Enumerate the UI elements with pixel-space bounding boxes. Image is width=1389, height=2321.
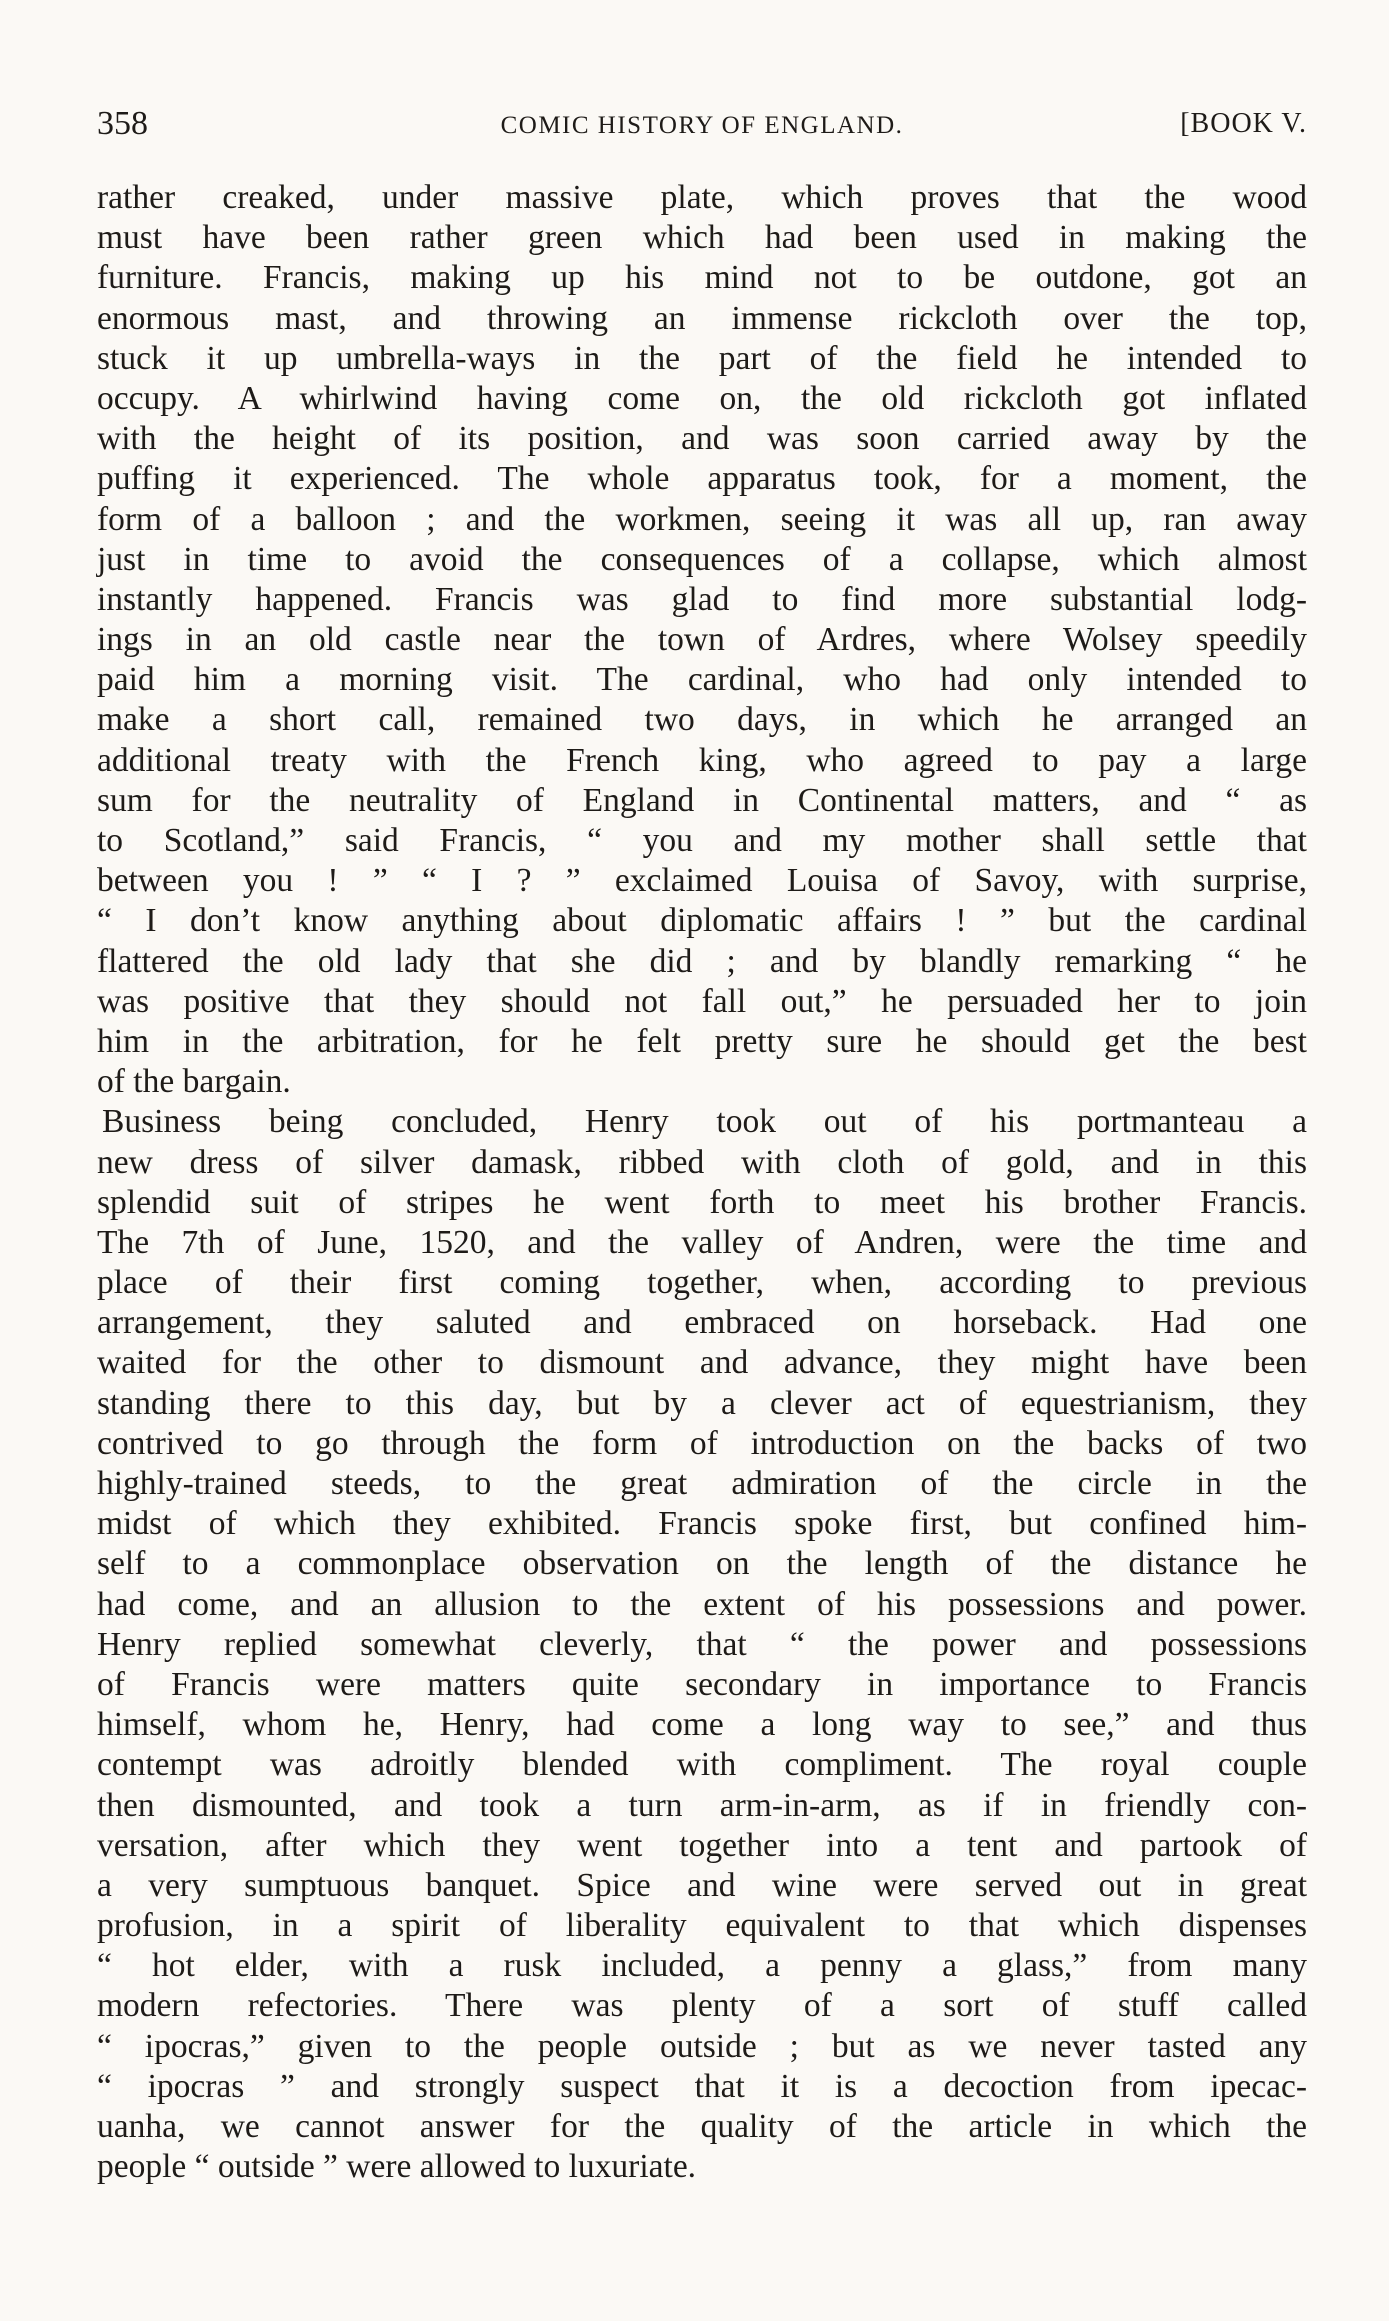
text-line: Business being concluded, Henry took out of his portmanteau a — [102, 1103, 1307, 1141]
paragraph — [97, 178, 1307, 1102]
text-line: make a short call, remained two days, in which he arranged an — [97, 701, 1307, 739]
page-number: 358 — [97, 105, 148, 142]
text-line: stuck it up umbrella-ways in the part of the field he intended to — [97, 339, 1307, 377]
text-line: modern refectories. There was plenty of a sort of stuff called — [97, 1987, 1307, 2025]
text-line: flattered the old lady that she did ; and by blandly remarking “ he — [97, 942, 1307, 980]
text-line: self to a commonplace observation on the length of the distance he — [97, 1545, 1307, 1583]
text-line: contrived to go through the form of introduction on the backs of two — [97, 1424, 1307, 1462]
text-line: midst of which they exhibited. Francis spoke first, but confined him- — [97, 1505, 1307, 1543]
running-head — [97, 102, 1307, 146]
text-line: enormous mast, and throwing an immense rickcloth over the top, — [97, 299, 1307, 337]
text-line: rather creaked, under massive plate, which proves that the wood — [97, 179, 1307, 216]
text-line: “ hot elder, with a rusk included, a penny a glass,” from many — [97, 1947, 1307, 1985]
text-line: a very sumptuous banquet. Spice and wine were served out in great — [97, 1866, 1307, 1904]
text-line: occupy. A whirlwind having come on, the old rickcloth got inflated — [97, 379, 1307, 417]
text-line: between you ! ” “ I ? ” exclaimed Louisa of Savoy, with surprise, — [97, 862, 1307, 900]
running-title: COMIC HISTORY OF ENGLAND. — [500, 112, 904, 139]
paragraph — [97, 1102, 1307, 2187]
text-line: just in time to avoid the consequences of a collapse, which almost — [97, 540, 1307, 578]
text-line: “ I don’t know anything about diplomatic affairs ! ” but the cardinal — [97, 902, 1307, 940]
text-line: profusion, in a spirit of liberality equivalent to that which dispenses — [97, 1907, 1307, 1945]
text-line: with the height of its position, and was soon carried away by the — [97, 420, 1307, 458]
text-line: people “ outside ” were allowed to luxuriate. — [97, 2148, 697, 2186]
text-line: puffing it experienced. The whole apparatus took, for a moment, the — [97, 460, 1307, 498]
text-line: arrangement, they saluted and embraced on horseback. Had one — [97, 1304, 1307, 1342]
text-line: of Francis were matters quite secondary in importance to Francis — [97, 1665, 1307, 1703]
text-line: Henry replied somewhat cleverly, that “ the power and possessions — [97, 1625, 1307, 1663]
text-line: versation, after which they went together into a tent and partook of — [97, 1826, 1307, 1864]
text-line: had come, and an allusion to the extent of his possessions and power. — [97, 1585, 1307, 1623]
text-line: sum for the neutrality of England in Continental matters, and “ as — [97, 781, 1307, 819]
text-line: paid him a morning visit. The cardinal, who had only intended to — [97, 661, 1307, 699]
text-line: highly-trained steeds, to the great admiration of the circle in the — [97, 1465, 1307, 1502]
text-line: himself, whom he, Henry, had come a long way to see,” and thus — [97, 1706, 1307, 1744]
text-line: must have been rather green which had been used in making the — [97, 219, 1307, 257]
text-line: “ ipocras ” and strongly suspect that it is a decoction from ipecac- — [97, 2067, 1307, 2105]
text-line: contempt was adroitly blended with compliment. The royal couple — [97, 1746, 1307, 1784]
text-line: additional treaty with the French king, who agreed to pay a large — [97, 741, 1307, 779]
text-line: ings in an old castle near the town of Ardres, where Wolsey speedily — [97, 621, 1307, 659]
text-line: to Scotland,” said Francis, “ you and my mother shall settle that — [97, 822, 1307, 859]
text-line: new dress of silver damask, ribbed with cloth of gold, and in this — [97, 1143, 1307, 1181]
body-text — [97, 178, 1307, 2187]
text-line: uanha, we cannot answer for the quality of the article in which the — [97, 2108, 1307, 2145]
text-line: place of their first coming together, when, according to previous — [97, 1264, 1307, 1302]
text-line: waited for the other to dismount and advance, they might have been — [97, 1344, 1307, 1382]
text-line: then dismounted, and took a turn arm-in-arm, as if in friendly con- — [97, 1786, 1307, 1824]
text-line: form of a balloon ; and the workmen, seeing it was all up, ran away — [97, 500, 1307, 538]
text-line: of the bargain. — [97, 1063, 291, 1101]
text-line: him in the arbitration, for he felt pretty sure he should get the best — [97, 1022, 1307, 1060]
text-line: The 7th of June, 1520, and the valley of Andren, were the time and — [97, 1223, 1307, 1261]
text-line: furniture. Francis, making up his mind not to be outdone, got an — [97, 259, 1307, 297]
text-line: standing there to this day, but by a clever act of equestrianism, they — [97, 1384, 1307, 1422]
text-line: splendid suit of stripes he went forth to meet his brother Francis. — [97, 1183, 1307, 1221]
text-line: “ ipocras,” given to the people outside ; but as we never tasted any — [97, 2027, 1307, 2065]
text-line: instantly happened. Francis was glad to find more substantial lodg- — [97, 580, 1307, 618]
text-line: was positive that they should not fall out,” he persuaded her to join — [97, 982, 1307, 1020]
book-label: [BOOK V. — [1180, 108, 1307, 139]
